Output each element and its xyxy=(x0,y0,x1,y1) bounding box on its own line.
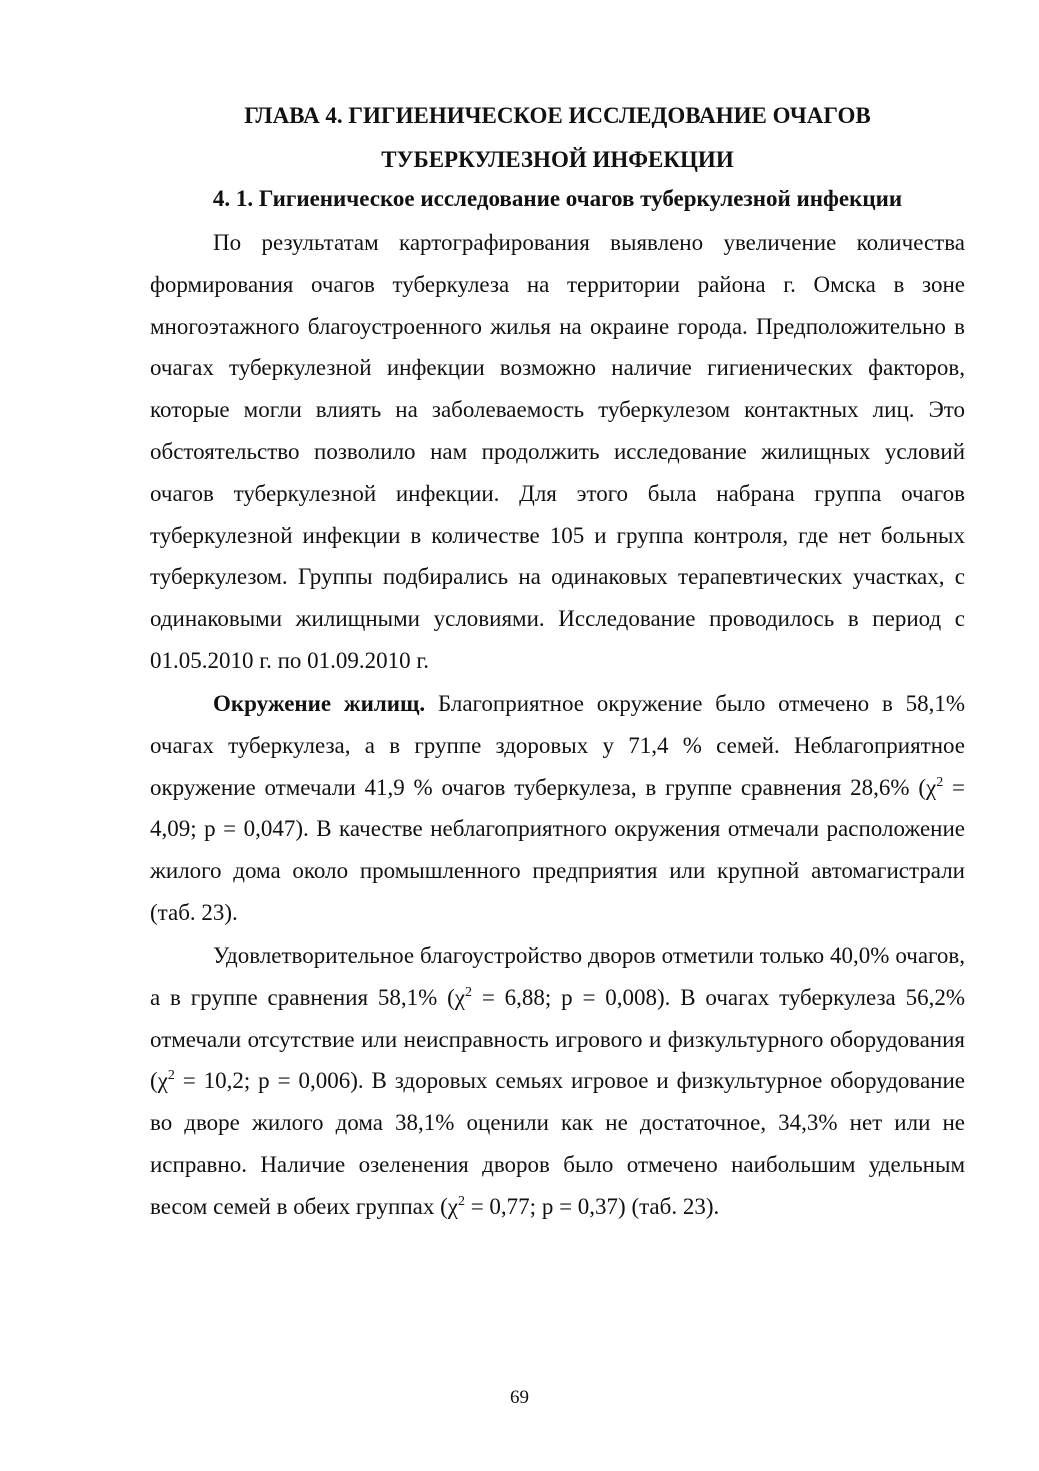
paragraph-cartography-text: По результатам картографирования выявлено увеличение количества формирования очагов туберкулеза на территории района г. Омска в зоне многоэтажного благоустроенного жилья на окраине города. Предположительно в очагах туберкулезной инфекции возможно наличие гигиенических факторов, которые могли влиять на заболеваемость туберкулезом контактных лиц. Это обстоятельство позволило нам продолжить исследование жилищных условий очагов туберкулезной инфекции. Для этого была набрана группа очагов туберкулезной инфекции в количестве 105 и группа контроля, где нет больных туберкулезом. Группы подбирались на одинаковых терапевтических участках, с одинаковыми жилищными условиями. Исследование проводилось в период с 01.05.2010 г. по 01.09.2010 г. xyxy=(150,230,965,673)
chapter-title xyxy=(150,94,965,182)
paragraph-text-part: Благоприятное окружение было отмечено в 58,1% очагах туберкулеза, а в группе здоровых у 71,4 % семей. Неблагоприятное окружение отмечали 41,9 % очагов туберкулеза, в группе сравнения 28,6% (χ xyxy=(150,691,965,800)
chapter-title-line-2: ТУБЕРКУЛЕЗНОЙ ИНФЕКЦИИ xyxy=(381,147,734,172)
superscript-2: 2 xyxy=(936,774,944,790)
superscript-2: 2 xyxy=(464,984,472,1000)
page-number: 69 xyxy=(510,1387,529,1408)
paragraph-text-part: = 4,09; р = 0,047). В качестве неблагоприятного окружения отмечали расположение жилого дома около промышленного предприятия или крупной автомагистрали (таб. 23). xyxy=(150,774,965,925)
paragraph-yard-improvement xyxy=(150,935,965,1228)
paragraph-lead-heading: Окружение жилищ. xyxy=(213,691,426,716)
paragraph-text-part: = 10,2; р = 0,006). В здоровых семьях игровое и физкультурное оборудование во дворе жилого дома 38,1% оценили как не достаточное, 34,3% нет или не исправно. Наличие озеленения дворов было отмечено наибольшим удельным весом семей в обеих группах (χ xyxy=(150,1068,965,1219)
superscript-2: 2 xyxy=(167,1068,175,1084)
paragraph-cartography xyxy=(150,222,965,682)
chapter-title-line-1: ГЛАВА 4. ГИГИЕНИЧЕСКОЕ ИССЛЕДОВАНИЕ ОЧАГОВ xyxy=(244,103,871,128)
paragraph-housing-surroundings xyxy=(150,683,965,934)
paragraph-text-part: = 6,88; р = 0,008). В очагах туберкулеза 56,2% отмечали отсутствие или неисправность игрового и физкультурного оборудования (χ xyxy=(150,984,965,1094)
superscript-2: 2 xyxy=(457,1193,465,1209)
paragraph-text-part: Удовлетворительное благоустройство дворов отметили только 40,0% очагов, а в группе сравнения 58,1% (χ xyxy=(150,943,965,1010)
paragraph-text-part: = 0,77; р = 0,37) (таб. 23). xyxy=(464,1193,720,1219)
section-title: 4. 1. Гигиеническое исследование очагов туберкулезной инфекции xyxy=(212,186,903,211)
